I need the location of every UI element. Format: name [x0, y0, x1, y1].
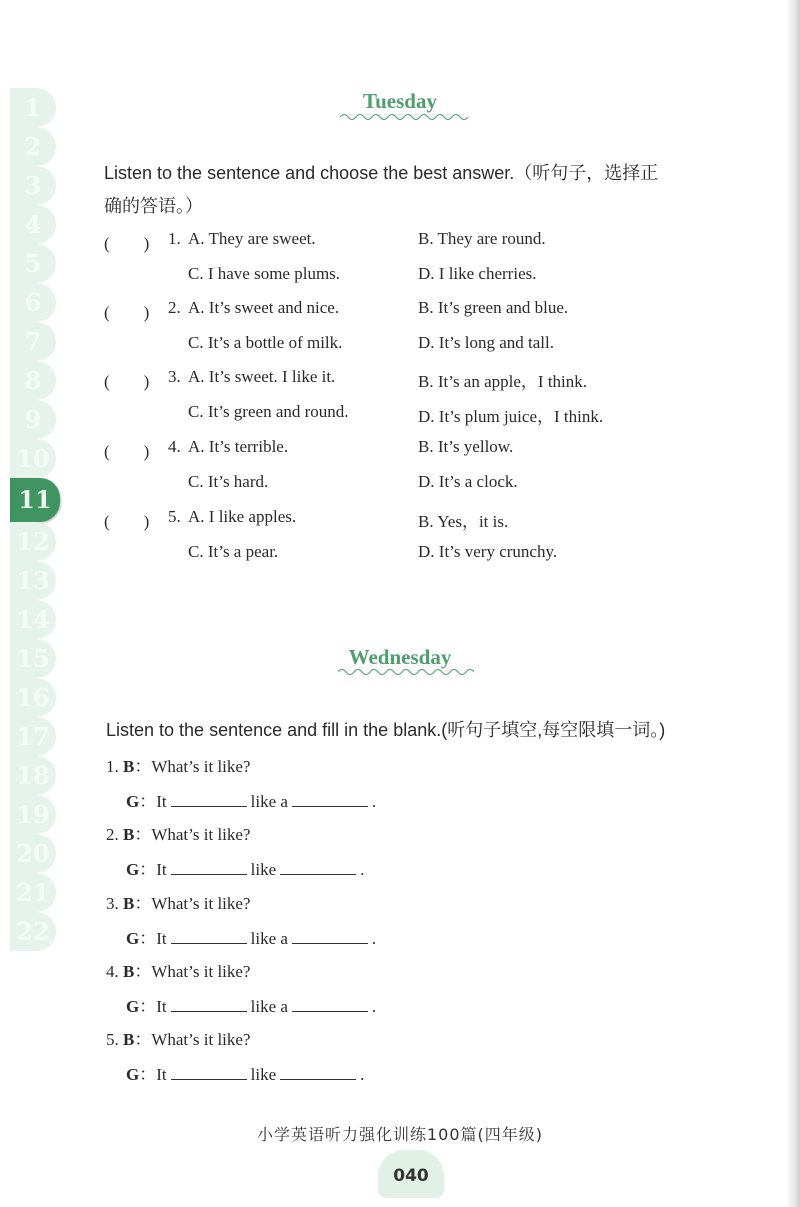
- dialog-answer: G：It like a .: [126, 997, 377, 1016]
- option-b: B. It’s an apple，I think.: [418, 372, 588, 391]
- item-number: 4.: [106, 962, 119, 981]
- option-b: B. It’s green and blue.: [418, 298, 569, 317]
- chapter-tab-16: 16: [10, 678, 56, 717]
- speaker-g: G: [126, 860, 140, 879]
- answer-paren[interactable]: ( ): [104, 512, 150, 531]
- chapter-tab-21: 21: [10, 873, 56, 912]
- tuesday-instruction-line2: 确的答语。）: [104, 196, 203, 216]
- dialog-question: 4. B：What’s it like?: [106, 962, 251, 981]
- answer-start: It: [156, 997, 167, 1016]
- option-c: C. It’s a bottle of milk.: [188, 333, 343, 352]
- option-d: D. It’s very crunchy.: [418, 542, 558, 561]
- question-number: 2.: [168, 298, 181, 317]
- option-a: A. It’s terrible.: [188, 437, 289, 456]
- chapter-tab-9: 9: [10, 400, 56, 439]
- answer-start: It: [156, 1065, 167, 1084]
- answer-paren[interactable]: ( ): [104, 303, 150, 322]
- answer-paren[interactable]: ( ): [104, 442, 150, 461]
- chapter-tab-4: 4: [10, 205, 56, 244]
- option-a: A. I like apples.: [188, 507, 297, 526]
- question-text: What’s it like?: [151, 757, 251, 776]
- speaker-b: B: [123, 757, 135, 776]
- option-d: D. It’s plum juice，I think.: [418, 407, 604, 426]
- chapter-tab-19: 19: [10, 795, 56, 834]
- blank-1[interactable]: [171, 997, 247, 1012]
- option-a: A. They are sweet.: [188, 229, 316, 248]
- answer-end: .: [360, 1065, 365, 1084]
- answer-start: It: [156, 792, 167, 811]
- blank-2[interactable]: [292, 997, 368, 1012]
- tuesday-instruction: [104, 157, 724, 223]
- blank-1[interactable]: [171, 860, 247, 875]
- option-c: C. It’s green and round.: [188, 402, 349, 421]
- option-c: C. It’s hard.: [188, 472, 269, 491]
- speaker-g: G: [126, 929, 140, 948]
- speaker-b: B: [123, 1030, 135, 1049]
- page-number: 040: [378, 1150, 444, 1198]
- dialog-answer: G：It like a .: [126, 792, 377, 811]
- dialog-answer: G：It like .: [126, 860, 365, 879]
- dialog-question: 5. B：What’s it like?: [106, 1030, 251, 1049]
- question-number: 4.: [168, 437, 181, 456]
- question-text: What’s it like?: [151, 894, 251, 913]
- blank-1[interactable]: [171, 792, 247, 807]
- answer-paren[interactable]: ( ): [104, 234, 150, 253]
- option-a: A. It’s sweet and nice.: [188, 298, 340, 317]
- item-number: 2.: [106, 825, 119, 844]
- option-a: A. It’s sweet. I like it.: [188, 367, 336, 386]
- question-number: 5.: [168, 507, 181, 526]
- tuesday-title: Tuesday: [363, 89, 437, 113]
- question-number: 1.: [168, 229, 181, 248]
- dialog-answer: G：It like a .: [126, 929, 377, 948]
- option-d: D. I like cherries.: [418, 264, 537, 283]
- answer-mid: like: [250, 1065, 277, 1084]
- question-text: What’s it like?: [151, 1030, 251, 1049]
- wednesday-title: Wednesday: [348, 645, 452, 669]
- option-b: B. They are round.: [418, 229, 546, 248]
- chapter-tab-11: 11: [10, 478, 60, 522]
- chapter-tabs: [10, 88, 56, 951]
- chapter-tab-18: 18: [10, 756, 56, 795]
- dialog-question: 1. B：What’s it like?: [106, 757, 251, 776]
- option-c: C. It’s a pear.: [188, 542, 279, 561]
- dialog-answer: G：It like .: [126, 1065, 365, 1084]
- speaker-g: G: [126, 792, 140, 811]
- answer-end: .: [371, 792, 377, 811]
- answer-mid: like a: [250, 929, 288, 948]
- chapter-tab-2: 2: [10, 127, 56, 166]
- question-number: 3.: [168, 367, 181, 386]
- speaker-g: G: [126, 1065, 140, 1084]
- dialog-question: 2. B：What’s it like?: [106, 825, 251, 844]
- item-number: 1.: [106, 757, 119, 776]
- wednesday-title-underline: [338, 667, 474, 677]
- question-text: What’s it like?: [151, 825, 251, 844]
- answer-mid: like: [250, 860, 277, 879]
- chapter-tab-20: 20: [10, 834, 56, 873]
- tuesday-title-underline: [340, 112, 472, 122]
- chapter-tab-10: 10: [10, 439, 56, 478]
- answer-paren[interactable]: ( ): [104, 372, 150, 391]
- chapter-tab-7: 7: [10, 322, 56, 361]
- blank-2[interactable]: [280, 1065, 356, 1080]
- answer-end: .: [360, 860, 365, 879]
- chapter-tab-5: 5: [10, 244, 56, 283]
- speaker-g: G: [126, 997, 140, 1016]
- chapter-tab-17: 17: [10, 717, 56, 756]
- option-b: B. Yes，it is.: [418, 512, 509, 531]
- chapter-tab-14: 14: [10, 600, 56, 639]
- option-d: D. It’s long and tall.: [418, 333, 554, 352]
- speaker-b: B: [123, 894, 135, 913]
- item-number: 5.: [106, 1030, 119, 1049]
- blank-1[interactable]: [171, 1065, 247, 1080]
- answer-end: .: [371, 997, 377, 1016]
- blank-2[interactable]: [292, 792, 368, 807]
- answer-mid: like a: [250, 792, 288, 811]
- wednesday-instruction: Listen to the sentence and fill in the blank.(听句子填空,每空限填一词。): [106, 720, 666, 740]
- chapter-tab-22: 22: [10, 912, 56, 951]
- answer-end: .: [371, 929, 377, 948]
- answer-start: It: [156, 929, 167, 948]
- dialog-question: 3. B：What’s it like?: [106, 894, 251, 913]
- blank-2[interactable]: [280, 860, 356, 875]
- option-c: C. I have some plums.: [188, 264, 341, 283]
- speaker-b: B: [123, 825, 135, 844]
- page-edge-shadow: [786, 0, 800, 1207]
- chapter-tab-12: 12: [10, 522, 56, 561]
- tuesday-instruction-line1: Listen to the sentence and choose the best answer.（听句子，选择正: [104, 163, 659, 183]
- speaker-b: B: [123, 962, 135, 981]
- answer-mid: like a: [250, 997, 288, 1016]
- chapter-tab-3: 3: [10, 166, 56, 205]
- chapter-tab-6: 6: [10, 283, 56, 322]
- item-number: 3.: [106, 894, 119, 913]
- chapter-tab-13: 13: [10, 561, 56, 600]
- option-b: B. It’s yellow.: [418, 437, 514, 456]
- question-text: What’s it like?: [151, 962, 251, 981]
- option-d: D. It’s a clock.: [418, 472, 518, 491]
- blank-2[interactable]: [292, 929, 368, 944]
- chapter-tab-8: 8: [10, 361, 56, 400]
- blank-1[interactable]: [171, 929, 247, 944]
- book-title: 小学英语听力强化训练100篇(四年级): [256, 1125, 544, 1144]
- answer-start: It: [156, 860, 167, 879]
- chapter-tab-1: 1: [10, 88, 56, 127]
- chapter-tab-15: 15: [10, 639, 56, 678]
